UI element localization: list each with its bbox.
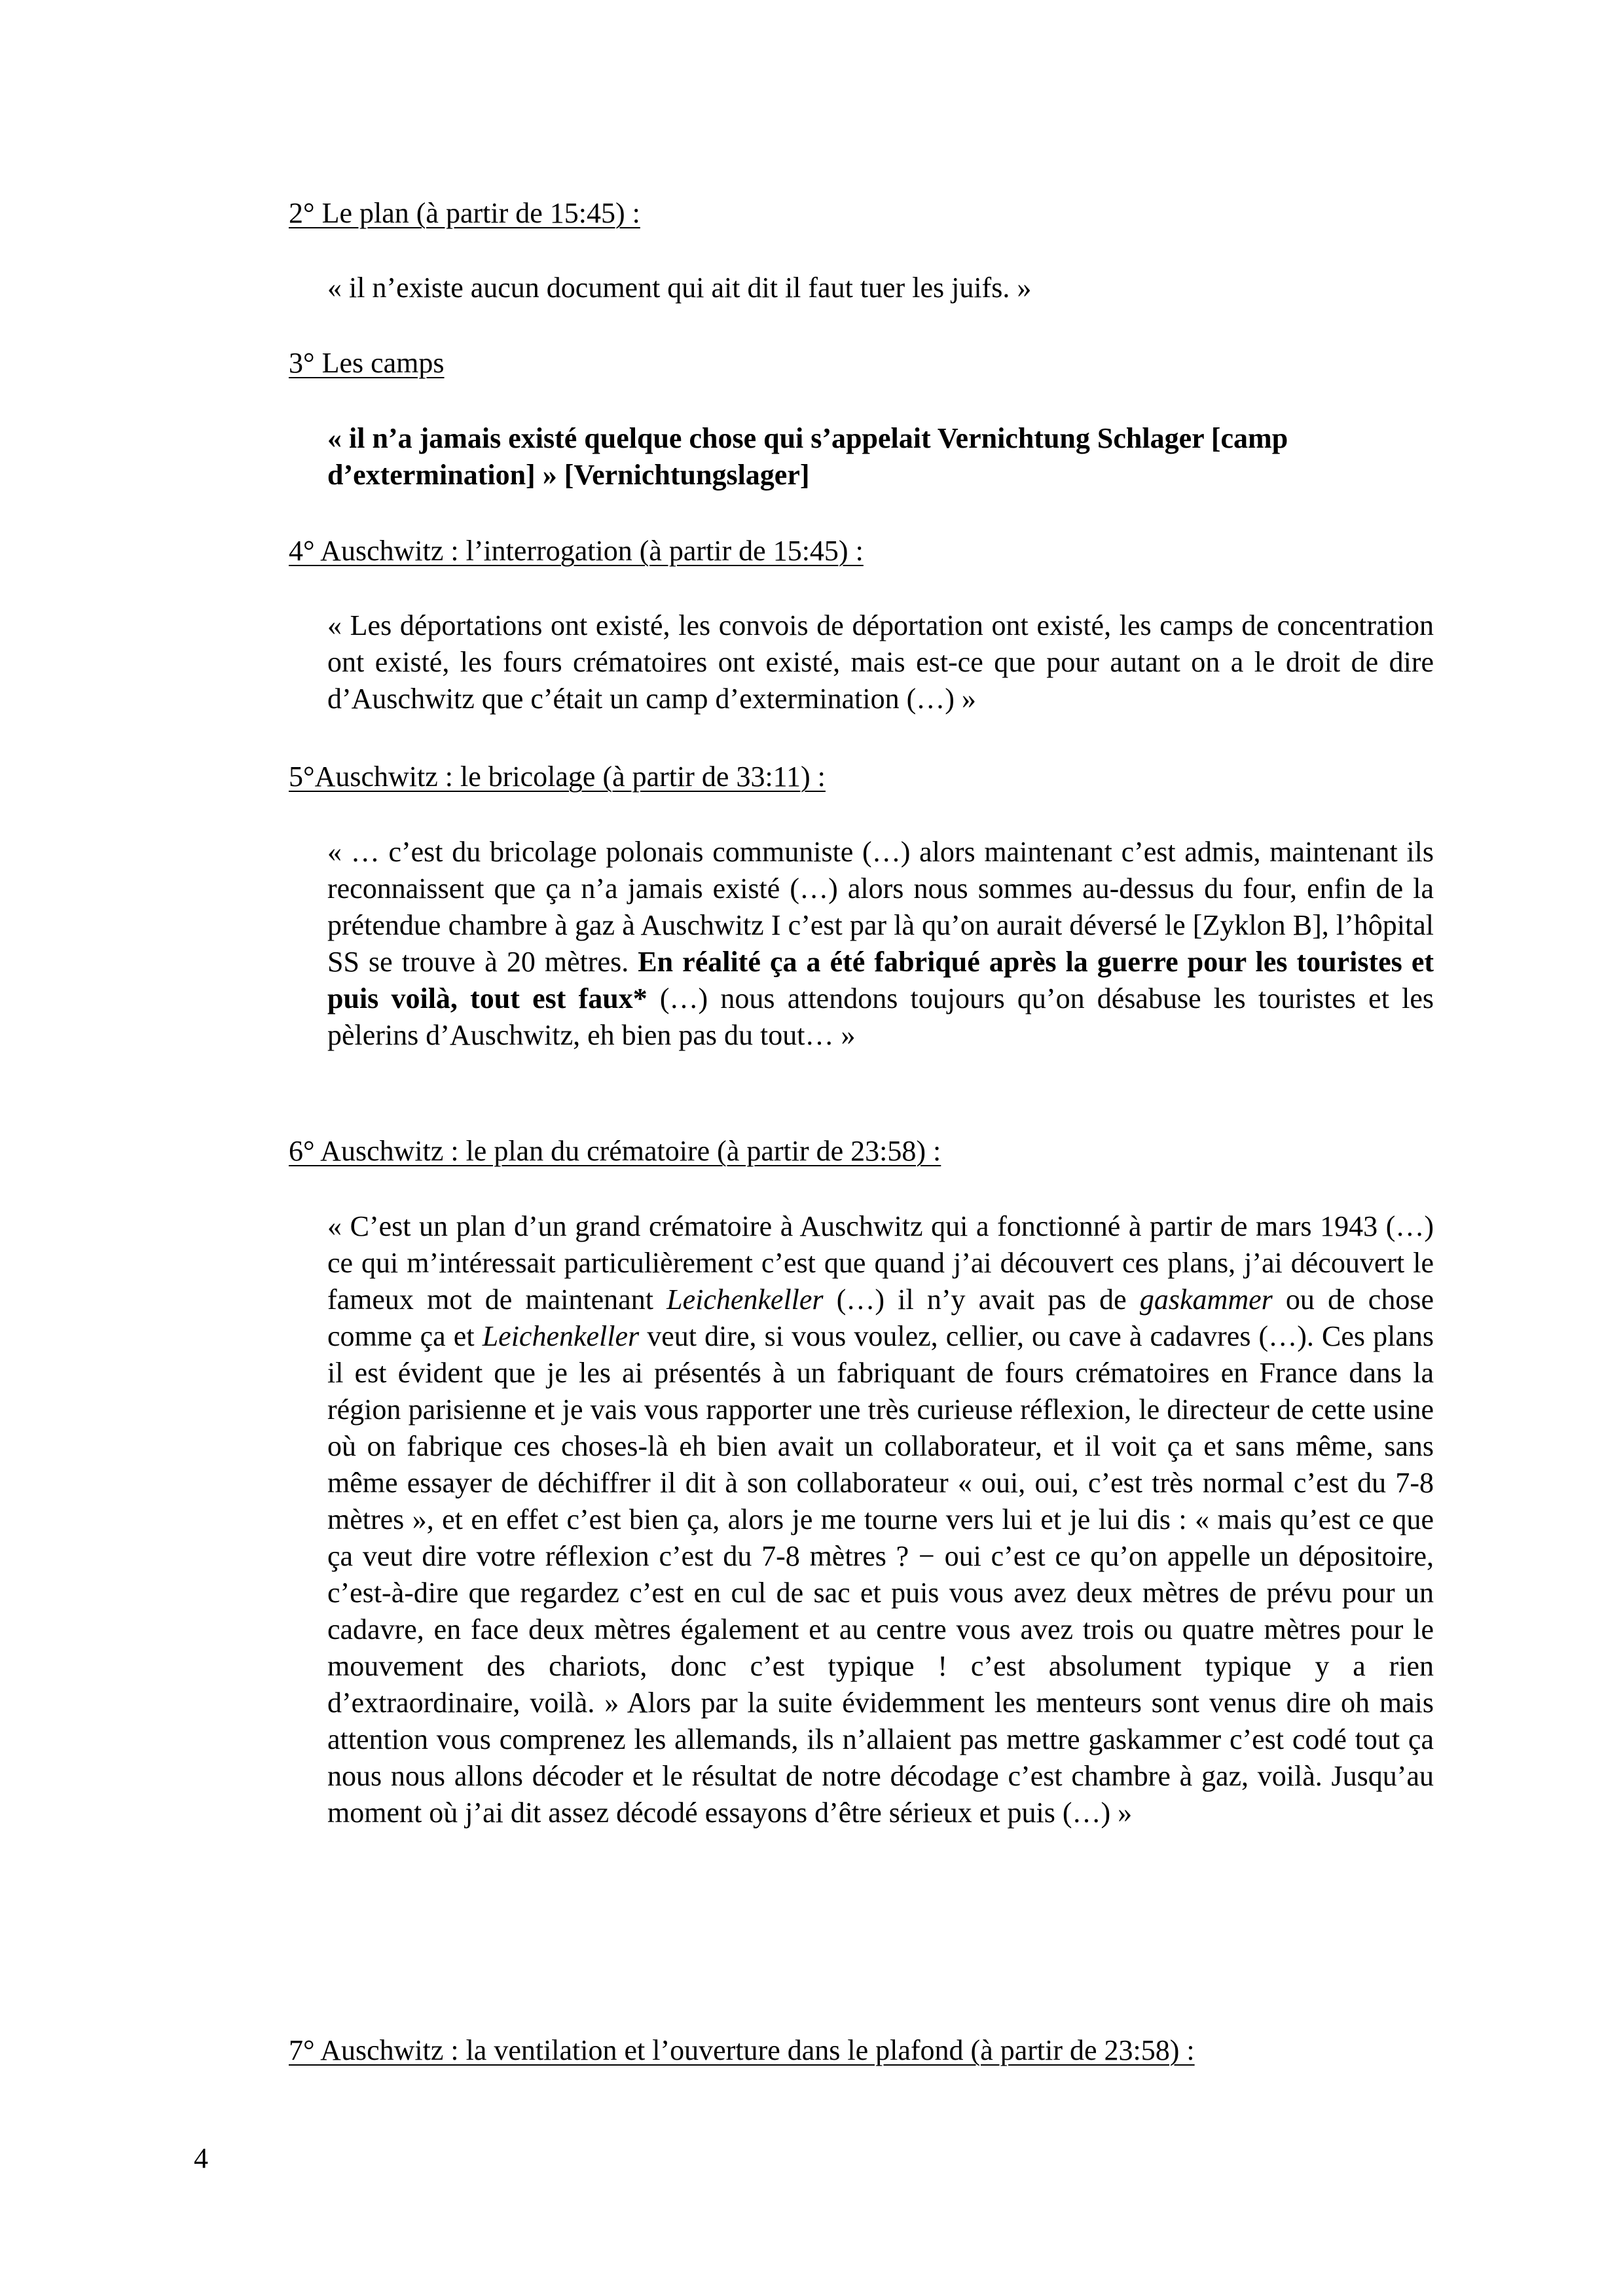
section-heading-3: 3° Les camps <box>289 347 445 379</box>
section-heading-5: 5°Auschwitz : le bricolage (à partir de 33:11) : <box>289 761 826 793</box>
quote-3: « il n’a jamais existé quelque chose qui s’appelait Vernichtung Schlager [camp d’extermination] » [Vernichtungslager] <box>327 422 1288 491</box>
section-heading-7: 7° Auschwitz : la ventilation et l’ouverture dans le plafond (à partir de 23:58) : <box>289 2034 1195 2066</box>
page-number: 4 <box>194 2142 208 2174</box>
quote-4: « Les déportations ont existé, les convois de déportation ont existé, les camps de concentration ont existé, les fours crématoires ont existé, mais est-ce que pour autant on a le droit de dire d’Auschwitz que c’était un camp d’extermination (…) » <box>327 609 1434 715</box>
section-heading-2: 2° Le plan (à partir de 15:45) : <box>289 197 640 229</box>
quote-6-part-c: ou de chose comme ça et <box>327 1283 1434 1352</box>
section-heading-4: 4° Auschwitz : l’interrogation (à partir de 15:45) : <box>289 535 864 567</box>
quote-6-italic-1: Leichenkeller <box>666 1283 824 1316</box>
quote-6-part-a: « C’est un plan d’un grand crématoire à Auschwitz qui a fonctionné à partir de mars 1943 (…) ce qui m’intéressait particulièrement c’est que quand j’ai découvert ces plans, j’ai découvert le fameux mot de maintenant <box>327 1210 1434 1316</box>
quote-5-bold: En réalité ça a été fabriqué après la guerre pour les touristes et puis voilà, tout est faux* <box>327 946 1434 1014</box>
quote-5-end: (…) nous attendons toujours qu’on désabuse les touristes et les pèlerins d’Auschwitz, eh bien pas du tout… » <box>327 982 1434 1051</box>
quote-5 <box>327 834 1434 1054</box>
quote-6 <box>327 1208 1434 1831</box>
quote-6-part-d: veut dire, si vous voulez, cellier, ou cave à cadavres (…). Ces plans il est évident que je les ai présentés à un fabriquant de fours crématoires en France dans la région parisienne et je vais vous rapporter une très curieuse réflexion, le directeur de cette usine où on fabrique ces choses-là eh bien avait un collaborateur, et il voit ça et sans même, sans même essayer de déchiffrer il dit à son collaborateur « oui, oui, c’est très normal c’est du 7-8 mètres », et en effet c’est bien ça, alors je me tourne vers lui et je lui dis : « mais qu’est ce que ça veut dire votre réflexion c’est du 7-8 mètres ? − oui c’est ce qu’on appelle un dépositoire, c’est-à-dire que regardez c’est en cul de sac et puis vous avez deux mètres de prévu pour un cadavre, en face deux mètres également et au centre vous avez trois ou quatre mètres pour le mouvement des chariots, donc c’est typique ! c’est absolument typique y a rien d’extraordinaire, voilà. » Alors par la suite évidemment les menteurs sont venus dire oh mais attention vous comprenez les allemands, ils n’allaient pas mettre gaskammer c’est codé tout ça nous nous allons décoder et le résultat de notre décodage c’est chambre à gaz, voilà. Jusqu’au moment où j’ai dit assez décodé essayons d’être sérieux et puis (…) » <box>327 1320 1434 1829</box>
quote-6-italic-3: Leichenkeller <box>482 1320 640 1352</box>
quote-5-start: « … c’est du bricolage polonais communiste (…) alors maintenant c’est admis, maintenant ils reconnaissent que ça n’a jamais existé (…) alors nous sommes au-dessus du four, enfin de la prétendue chambre à gaz à Auschwitz I c’est par là qu’on aurait déversé le [Zyklon B], l’hôpital SS se trouve à 20 mètres. <box>327 836 1434 978</box>
section-heading-6: 6° Auschwitz : le plan du crématoire (à partir de 23:58) : <box>289 1135 941 1167</box>
quote-6-part-b: (…) il n’y avait pas de <box>823 1283 1140 1316</box>
quote-2: « il n’existe aucun document qui ait dit il faut tuer les juifs. » <box>327 272 1032 304</box>
quote-6-italic-2: gaskammer <box>1139 1283 1273 1316</box>
